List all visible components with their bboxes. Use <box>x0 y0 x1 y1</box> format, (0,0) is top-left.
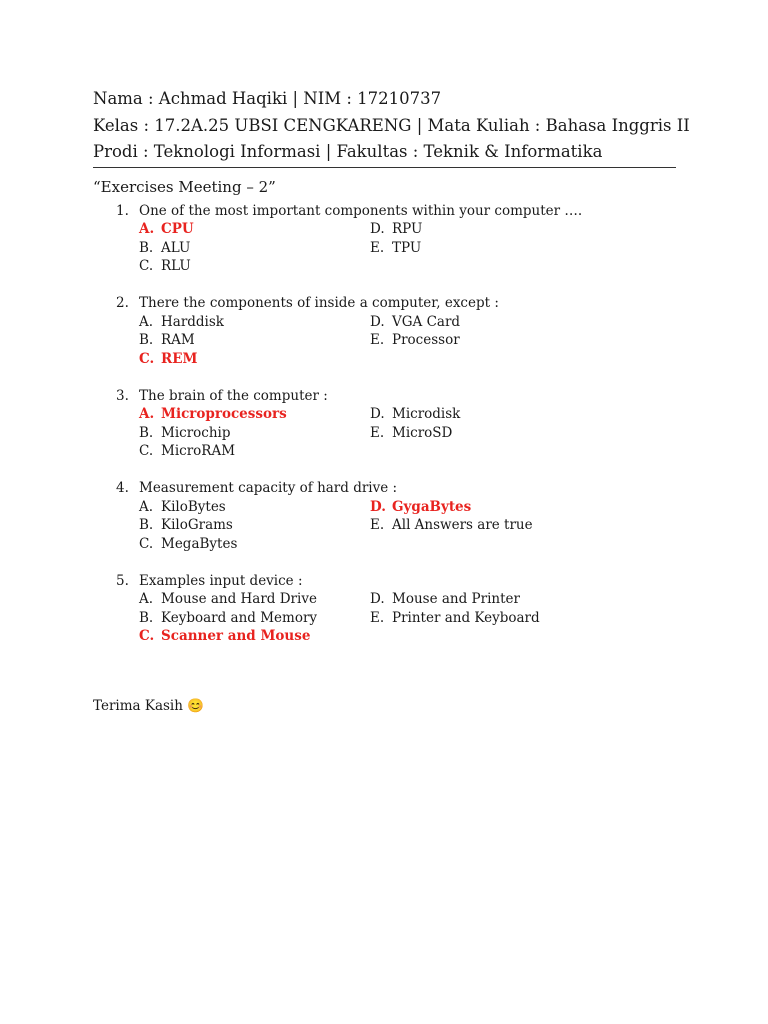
option-text: Processor <box>392 332 460 348</box>
option-grid <box>93 405 676 461</box>
option-e <box>370 516 533 535</box>
option-letter: C. <box>139 350 155 367</box>
option-letter: C. <box>139 535 154 552</box>
option-text: RPU <box>392 221 423 237</box>
option-d <box>370 220 422 239</box>
option-text: TPU <box>392 239 422 256</box>
question-5 <box>93 572 676 646</box>
option-letter: B. <box>139 609 154 626</box>
question-1 <box>93 202 676 276</box>
option-b <box>139 609 317 628</box>
option-text: Printer and Keyboard <box>392 609 540 626</box>
exercise-title: “Exercises Meeting – 2” <box>93 177 276 196</box>
option-letter: E. <box>370 609 385 626</box>
option-c <box>139 442 235 461</box>
option-c <box>139 627 310 646</box>
option-a <box>139 498 226 517</box>
option-letter: C. <box>139 258 154 274</box>
option-letter: A. <box>139 498 154 515</box>
closing-text: Terima Kasih 😊 <box>93 697 205 714</box>
option-text: REM <box>161 350 198 367</box>
option-c <box>139 535 237 554</box>
question-text <box>93 387 676 406</box>
option-text: Keyboard and Memory <box>161 609 318 626</box>
option-letter: E. <box>370 424 385 441</box>
option-letter: D. <box>370 591 385 607</box>
question-text <box>93 479 676 498</box>
option-e <box>370 609 540 628</box>
option-letter: A. <box>139 591 154 607</box>
option-text: Harddisk <box>161 313 224 330</box>
option-text: All Answers are true <box>392 517 533 533</box>
option-grid <box>93 590 676 646</box>
option-text: KiloBytes <box>161 498 226 515</box>
option-a <box>139 313 224 332</box>
option-text: RLU <box>161 258 191 274</box>
option-b <box>139 516 233 535</box>
option-text: Microprocessors <box>161 406 287 422</box>
option-letter: D. <box>370 221 385 237</box>
option-letter: A. <box>139 406 155 422</box>
option-letter: E. <box>370 517 385 533</box>
option-text: CPU <box>161 221 194 237</box>
option-text: KiloGrams <box>161 517 233 533</box>
program-info-line: Prodi : Teknologi Informasi | Fakultas : Teknik & Informatika <box>93 142 603 161</box>
question-text <box>93 572 676 591</box>
question-number: 5. <box>116 572 129 589</box>
option-letter: D. <box>370 498 386 515</box>
option-text: MicroRAM <box>161 443 236 459</box>
option-b <box>139 331 195 350</box>
question-number: 3. <box>116 387 129 404</box>
option-letter: C. <box>139 628 155 644</box>
question-prompt: Examples input device : <box>139 572 303 589</box>
option-text: MegaBytes <box>161 535 238 552</box>
option-letter: B. <box>139 239 154 256</box>
option-c <box>139 350 197 369</box>
option-letter: D. <box>370 313 385 330</box>
option-text: Microchip <box>161 424 231 441</box>
question-2 <box>93 294 676 368</box>
option-letter: C. <box>139 443 154 459</box>
question-number: 4. <box>116 480 129 496</box>
option-letter: E. <box>370 239 385 256</box>
option-d <box>370 405 460 424</box>
option-a <box>139 590 317 609</box>
option-grid <box>93 313 676 369</box>
option-a <box>139 405 287 424</box>
question-prompt: Measurement capacity of hard drive : <box>139 480 398 496</box>
option-e <box>370 424 452 443</box>
student-info-line: Nama : Achmad Haqiki | NIM : 17210737 <box>93 89 442 108</box>
option-e <box>370 239 421 258</box>
option-b <box>139 424 231 443</box>
question-3 <box>93 387 676 461</box>
option-letter: E. <box>370 332 385 348</box>
question-prompt: One of the most important components within your computer …. <box>139 202 583 219</box>
class-info-line: Kelas : 17.2A.25 UBSI CENGKARENG | Mata Kuliah : Bahasa Inggris II <box>93 115 690 135</box>
question-number: 1. <box>116 202 129 219</box>
option-letter: B. <box>139 332 154 348</box>
option-e <box>370 331 460 350</box>
option-text: ALU <box>161 239 191 256</box>
option-d <box>370 313 460 332</box>
option-b <box>139 239 190 258</box>
option-letter: A. <box>139 313 154 330</box>
option-letter: A. <box>139 221 155 237</box>
option-text: Microdisk <box>392 406 461 422</box>
option-letter: D. <box>370 406 385 422</box>
question-prompt: There the components of inside a computer, except : <box>139 295 499 311</box>
option-d <box>370 590 520 609</box>
option-text: GygaBytes <box>392 498 472 515</box>
option-grid <box>93 498 676 554</box>
question-4 <box>93 479 676 553</box>
option-letter: B. <box>139 424 154 441</box>
option-text: Scanner and Mouse <box>161 628 311 644</box>
document-page <box>93 86 690 715</box>
option-grid <box>93 220 676 276</box>
question-list <box>93 202 676 646</box>
header-divider <box>93 167 676 168</box>
option-a <box>139 220 194 239</box>
option-text: VGA Card <box>392 313 461 330</box>
question-text <box>93 202 676 221</box>
question-prompt: The brain of the computer : <box>139 387 328 404</box>
option-text: MicroSD <box>392 424 453 441</box>
option-c <box>139 257 191 276</box>
question-number: 2. <box>116 295 129 311</box>
option-letter: B. <box>139 517 154 533</box>
option-text: Mouse and Hard Drive <box>161 591 317 607</box>
option-d <box>370 498 471 517</box>
option-text: Mouse and Printer <box>392 591 520 607</box>
option-text: RAM <box>161 332 195 348</box>
question-text <box>93 294 676 313</box>
